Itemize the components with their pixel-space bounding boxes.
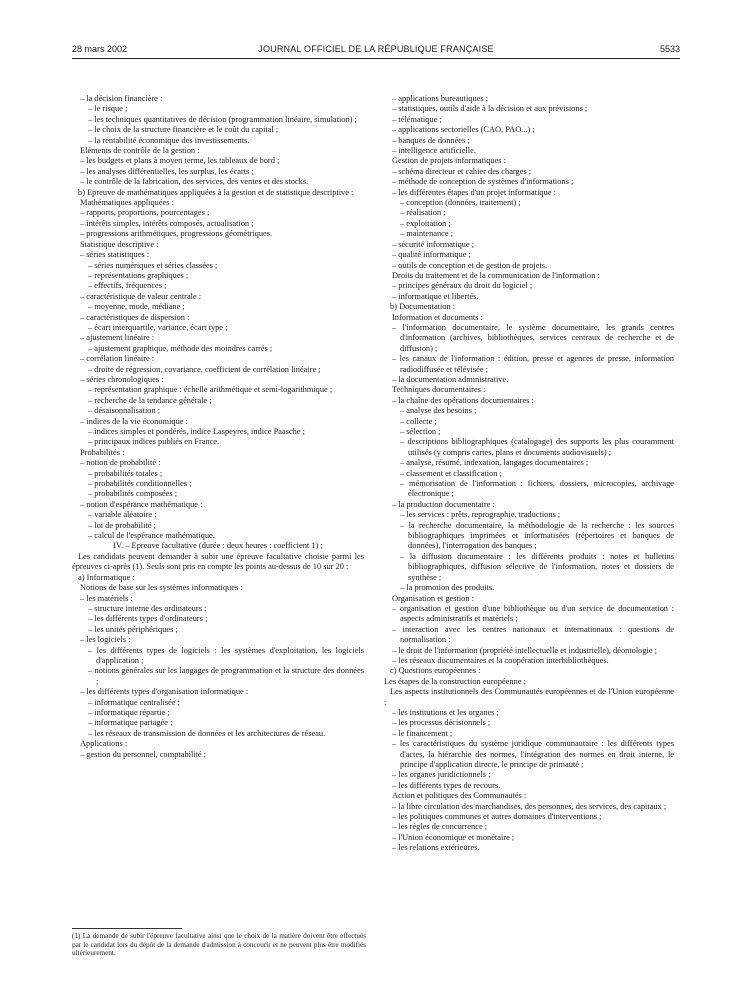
text-line: – séries statistiques :: [80, 250, 150, 260]
footnote: (1) La demande de subir l'épreuve facultative ainsi que le choix de la matière doivent être effectués par le candidat lors du dépôt de la demande d'admission à concourir et ne peuvent plus être modifiés ultérieurement.: [72, 932, 366, 958]
text-line: – classement et classification ;: [400, 468, 502, 478]
text-line: – les organes juridictionnels ;: [392, 770, 491, 780]
text-line: – la documentation administrative.: [392, 374, 509, 384]
text-line: Les aspects institutionnels des Communautés européennes et de l'Union européenne :: [384, 687, 674, 707]
text-line: – indices simples et pondérés, indice Laspeyres, indice Paasche ;: [88, 427, 305, 436]
text-line: Droits du traitement et de la communication de l'information :: [392, 270, 600, 280]
text-line: – les règles de concurrence ;: [392, 822, 488, 832]
text-line: – méthode de conception de systèmes d'informations ;: [392, 177, 574, 187]
text-line: Notions de base sur les systèmes informatiques :: [80, 583, 243, 593]
text-line: – effectifs, fréquences ;: [88, 281, 167, 291]
header-rule: [72, 58, 680, 59]
footnote-rule: [72, 928, 182, 929]
text-line: Action et politiques des Communautés :: [392, 791, 527, 801]
text-line: – mémorisation de l'information : fichiers, dossiers, microcopies, archivage électronique ;: [400, 479, 674, 499]
text-line: – les budgets et plans à moyen terme, les tableaux de bord ;: [80, 156, 280, 166]
page-header: [72, 44, 680, 58]
text-line: – intelligence artificielle.: [392, 146, 476, 156]
text-line: Les candidats peuvent demander à subir une épreuve facultative choisie parmi les épreuves ci-après (1). Seuls sont pris en compte les points au-dessus de 10 sur 20 :: [72, 551, 364, 572]
text-line: Probabilités :: [80, 447, 125, 457]
text-line: – les réseaux de transmission de données et les architectures de réseau.: [88, 728, 326, 738]
text-line: – les différents types de recours.: [392, 780, 501, 790]
text-line: – le droit de l'information (propriété intellectuelle et industrielle), déontologie ;: [392, 645, 658, 655]
text-line: – principaux indices publiés en France.: [88, 437, 220, 447]
text-line: Les étapes de la construction européenne ;: [384, 676, 526, 686]
text-line: – la recherche documentaire, la méthodologie de la recherche : les sources bibliographiques imprimées et informatisées (répertoires et banques de données), l'interrogation des banques ;: [400, 520, 674, 551]
text-line: – les processus décisionnels ;: [392, 718, 491, 728]
text-line: – loi de probabilité ;: [88, 520, 156, 530]
text-line: – probabilités totales ;: [88, 468, 163, 478]
header-date: 28 mars 2002: [72, 44, 128, 54]
text-line: – sélection ;: [400, 427, 441, 436]
text-line: – banques de données ;: [392, 135, 470, 145]
text-line: Statistique descriptive :: [80, 239, 159, 249]
text-line: – ajustement graphique, méthode des moindres carrés ;: [88, 343, 273, 353]
text-line: – outils de conception et de gestion de projets.: [392, 260, 548, 270]
text-line: – structure interne des ordinateurs ;: [88, 603, 207, 613]
text-line: – notions générales sur les langages de programmation et la structure des données ;: [88, 666, 364, 686]
text-line: – droite de régression, covariance, coefficient de corrélation linéaire ;: [88, 364, 321, 374]
text-line: – les réseaux documentaires et la coopération interbibliothèques.: [392, 655, 609, 665]
left-column: [72, 94, 364, 760]
text-line: – moyenne, mode, médiane ;: [88, 302, 185, 312]
text-line: – le choix de la structure financière et le coût du capital ;: [88, 125, 279, 135]
text-line: – les institutions et les organes ;: [392, 707, 499, 717]
text-line: Eléments de contrôle de la gestion :: [80, 146, 200, 156]
text-line: – les différents types d'organisation informatique :: [80, 687, 249, 697]
text-line: Organisation et gestion :: [392, 593, 474, 603]
text-line: – collecte ;: [400, 416, 437, 426]
text-line: – statistiques, outils d'aide à la décision et aux prévisions ;: [392, 104, 588, 114]
page-number: 5533: [659, 44, 680, 54]
text-line: – séries numériques et séries classées ;: [88, 260, 218, 270]
text-line: – les logiciels :: [80, 635, 131, 645]
text-line: – la promotion des produits.: [400, 583, 495, 593]
text-line: – l'Union économique et monétaire ;: [392, 832, 515, 842]
text-line: – séries chronologiques :: [80, 374, 164, 384]
text-line: – analyse, résumé, indexation, langages documentaires ;: [400, 458, 589, 468]
text-line: – informatique partagée ;: [88, 718, 173, 728]
text-line: b) Epreuve de mathématiques appliquées à la gestion et de statistique descriptive :: [78, 187, 354, 197]
text-line: – le financement ;: [392, 728, 453, 738]
text-line: – réalisation ;: [400, 208, 446, 218]
text-line: – intérêts simples, intérêts composés, actualisation ;: [80, 218, 254, 228]
text-line: – recherche de la tendance générale ;: [88, 395, 212, 405]
text-line: – qualité informatique ;: [392, 250, 471, 260]
right-column: [384, 94, 674, 854]
text-line: – variable aléatoire ;: [88, 510, 157, 520]
text-line: c) Questions européennes :: [390, 666, 481, 676]
text-line: – télématique ;: [392, 114, 442, 124]
text-line: – analyse des besoins ;: [400, 406, 477, 416]
text-line: Mathématiques appliquées :: [80, 198, 174, 208]
text-line: – applications sectorielles (CAO, PAO...) ;: [392, 125, 535, 135]
text-line: a) Informatique :: [78, 572, 135, 582]
text-line: – écart interquartile, variance, écart type ;: [88, 322, 228, 332]
text-line: – conception (données, traitement) ;: [400, 198, 521, 208]
text-line: – représentation graphique : échelle arithmétique et semi-logarithmique ;: [88, 385, 333, 395]
text-line: – les unités périphériques ;: [88, 624, 178, 634]
text-line: – désaisonnalisation ;: [88, 406, 161, 416]
text-line: – les différentes étapes d'un projet informatique :: [392, 187, 556, 197]
text-line: – interaction avec les centres nationaux et internationaux : questions de normalisation :: [392, 624, 674, 645]
text-line: – les matériels :: [80, 593, 133, 603]
text-line: – rapports, proportions, pourcentages ;: [80, 208, 210, 218]
text-line: IV. – Epreuve facultative (durée : deux heures : coefficient 1) ;: [113, 541, 323, 551]
text-line: – les relations extérieures.: [392, 843, 480, 853]
text-line: – le contrôle de la fabrication, des services, des ventes et des stocks.: [80, 177, 309, 187]
text-line: – la décision financière :: [80, 94, 163, 103]
text-line: – probabilités composées ;: [88, 489, 178, 499]
text-line: – les différents types de logiciels : les systèmes d'exploitation, les logiciels d'application ;: [88, 645, 364, 665]
text-line: – la chaîne des opérations documentaires :: [392, 395, 534, 405]
text-line: – principes généraux du droit du logiciel ;: [392, 281, 533, 291]
text-line: – gestion du personnel, comptabilité ;: [80, 749, 207, 759]
text-line: – calcul de l'espérance mathématique.: [88, 531, 215, 541]
text-line: – les analyses différentielles, les surplus, les écarts ;: [80, 166, 254, 176]
text-line: – l'information documentaire, le système documentaire, les grands centres d'information (archives, bibliothèques, services centraux de recherche et de diffusion) ;: [392, 322, 674, 353]
text-line: – schéma directeur et cahier des charges ;: [392, 166, 532, 176]
text-line: – ajustement linéaire :: [80, 333, 155, 343]
text-line: – caractéristique de valeur centrale :: [80, 291, 202, 301]
text-line: – informatique et libertés.: [392, 291, 479, 301]
text-line: – descriptions bibliographiques (catalogage) des supports les plus couramment utilisés (y compris cartes, plans et documents audiovisuels) ;: [400, 437, 674, 457]
text-line: – corrélation linéaire :: [80, 354, 155, 364]
text-line: Information et documents :: [392, 312, 483, 322]
text-line: – les techniques quantitatives de décision (programmation linéaire, simulation) ;: [88, 114, 357, 124]
text-line: Applications :: [80, 739, 128, 749]
text-line: – maintenance ;: [400, 229, 454, 239]
text-line: – la diffusion documentaire : les différents produits : notes et bulletins bibliographiques, diffusion sélective de l'information, notes et dossiers de synthèse ;: [400, 551, 674, 582]
text-line: – la rentabilité économique des investissements.: [88, 135, 250, 145]
text-line: b) Documentation :: [390, 302, 456, 312]
text-line: – applications bureautiques ;: [392, 94, 489, 103]
text-line: – les politiques communes et autres domaines d'interventions ;: [392, 812, 602, 822]
text-line: – caractéristiques de dispersion :: [80, 312, 190, 322]
text-line: – probabilités conditionnelles ;: [88, 479, 192, 489]
header-title: JOURNAL OFFICIEL DE LA RÉPUBLIQUE FRANÇAISE: [258, 44, 494, 54]
text-line: – progressions arithmétiques, progressions géométriques.: [80, 229, 273, 239]
text-line: – sécurité informatique ;: [392, 239, 475, 249]
text-line: – les différents types d'ordinateurs ;: [88, 614, 208, 624]
text-line: – informatique centralisée ;: [88, 697, 180, 707]
text-line: – notion de probabilité :: [80, 458, 161, 468]
text-line: – informatique répartie ;: [88, 707, 170, 717]
text-line: – le risque ;: [88, 104, 128, 114]
text-line: – représentations graphiques ;: [88, 270, 189, 280]
text-line: – indices de la vie économique :: [80, 416, 188, 426]
text-line: – les services : prêts, reprographie, traductions ;: [400, 510, 561, 520]
text-line: – les canaux de l'information : édition, presse et agences de presse, information radiodiffusée et télévisée ;: [392, 354, 674, 374]
text-line: – notion d'espérance mathématique :: [80, 499, 203, 509]
text-line: – organisation et gestion d'une bibliothèque ou d'un service de documentation : aspects administratifs et matériels ;: [392, 603, 674, 624]
text-line: – la libre circulation des marchandises, des personnes, des services, des capitaux ;: [392, 801, 667, 811]
text-line: – exploitation ;: [400, 218, 451, 228]
text-line: Gestion de projets informatiques :: [392, 156, 506, 166]
text-line: – les caractéristiques du système juridique communautaire : les différents types d'actes, la hiérarchie des normes, l'intégration des normes en droit interne, le principe d'application directe, le principe de primauté ;: [392, 739, 674, 769]
text-line: – la production documentaire :: [392, 499, 495, 509]
text-line: Techniques documentaires :: [392, 385, 486, 395]
